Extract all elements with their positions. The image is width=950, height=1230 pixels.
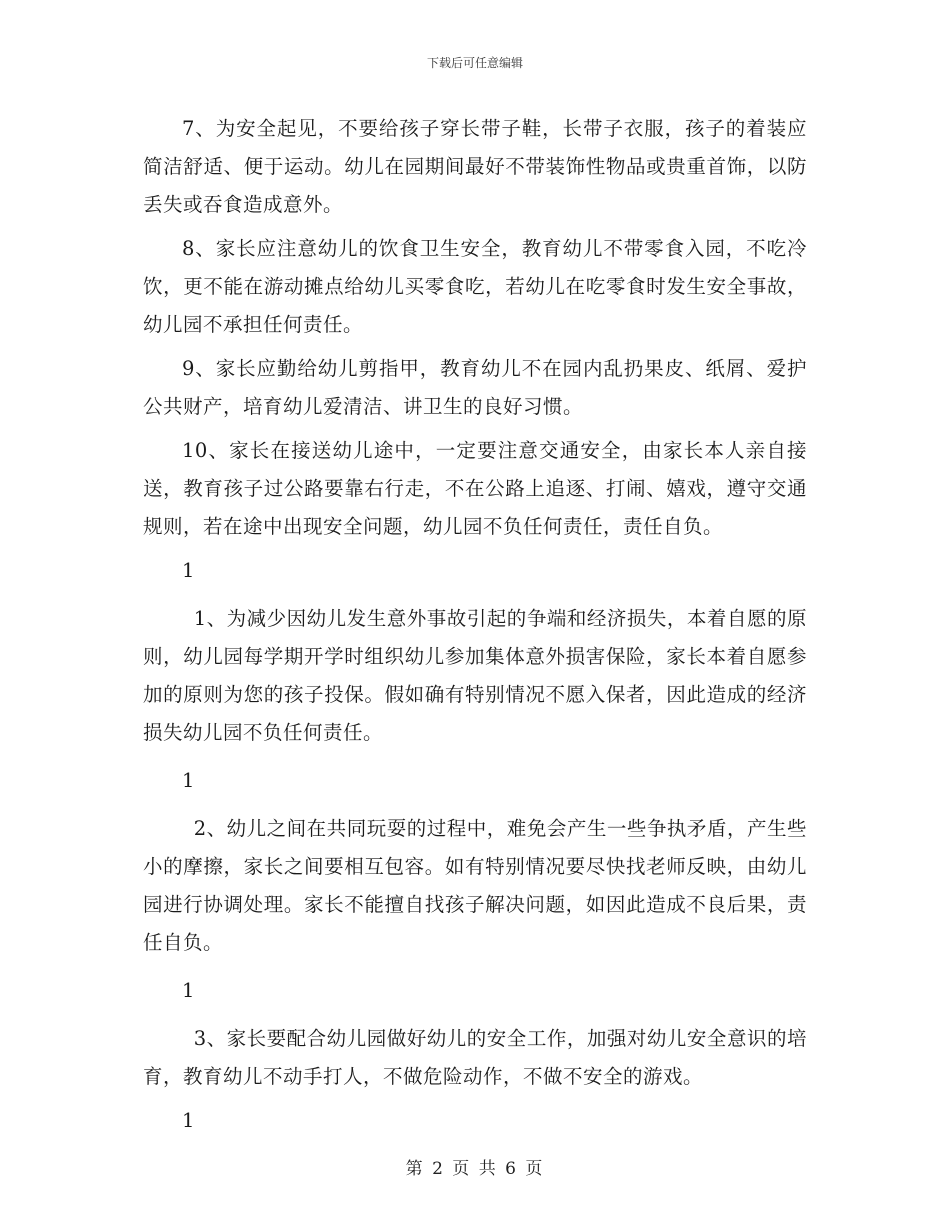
paragraph-conflict: 2、幼儿之间在共同玩耍的过程中，难免会产生一些争执矛盾，产生些小的摩擦，家长之间要相互包容。如有特别情况要尽快找老师反映，由幼儿园进行协调处理。家长不能擅自找孩子解决问题，如因此造成不良后果，责任自负。 xyxy=(143,817,807,954)
document-body xyxy=(143,110,807,1150)
section-number: 1 xyxy=(182,979,195,1002)
section-number: 1 xyxy=(182,1109,195,1132)
page-footer: 第 2 页 共 6 页 xyxy=(405,1159,545,1179)
paragraph-item-10: 10、家长在接送幼儿途中，一定要注意交通安全，由家长本人亲自接送，教育孩子过公路要靠右行走，不在公路上追逐、打闹、嬉戏，遵守交通规则，若在途中出现安全问题，幼儿园不负任何责任，责任自负。 xyxy=(143,439,807,538)
page-header: 下载后可任意编辑 xyxy=(426,56,523,70)
section-number: 1 xyxy=(182,769,195,792)
paragraph-item-7: 7、为安全起见，不要给孩子穿长带子鞋，长带子衣服，孩子的着装应简洁舒适、便于运动。幼儿在园期间最好不带装饰性物品或贵重首饰，以防丢失或吞食造成意外。 xyxy=(143,117,807,216)
section-number: 1 xyxy=(182,559,195,582)
paragraph-insurance: 1、为减少因幼儿发生意外事故引起的争端和经济损失，本着自愿的原则，幼儿园每学期开学时组织幼儿参加集体意外损害保险，家长本着自愿参加的原则为您的孩子投保。假如确有特别情况不愿入保者，因此造成的经济损失幼儿园不负任何责任。 xyxy=(143,607,807,744)
paragraph-safety-awareness: 3、家长要配合幼儿园做好幼儿的安全工作，加强对幼儿安全意识的培育，教育幼儿不动手打人，不做危险动作，不做不安全的游戏。 xyxy=(143,1027,807,1088)
paragraph-item-8: 8、家长应注意幼儿的饮食卫生安全，教育幼儿不带零食入园，不吃冷饮，更不能在游动摊点给幼儿买零食吃，若幼儿在吃零食时发生安全事故，幼儿园不承担任何责任。 xyxy=(143,237,807,336)
paragraph-item-9: 9、家长应勤给幼儿剪指甲，教育幼儿不在园内乱扔果皮、纸屑、爱护公共财产，培育幼儿爱清洁、讲卫生的良好习惯。 xyxy=(143,357,807,418)
